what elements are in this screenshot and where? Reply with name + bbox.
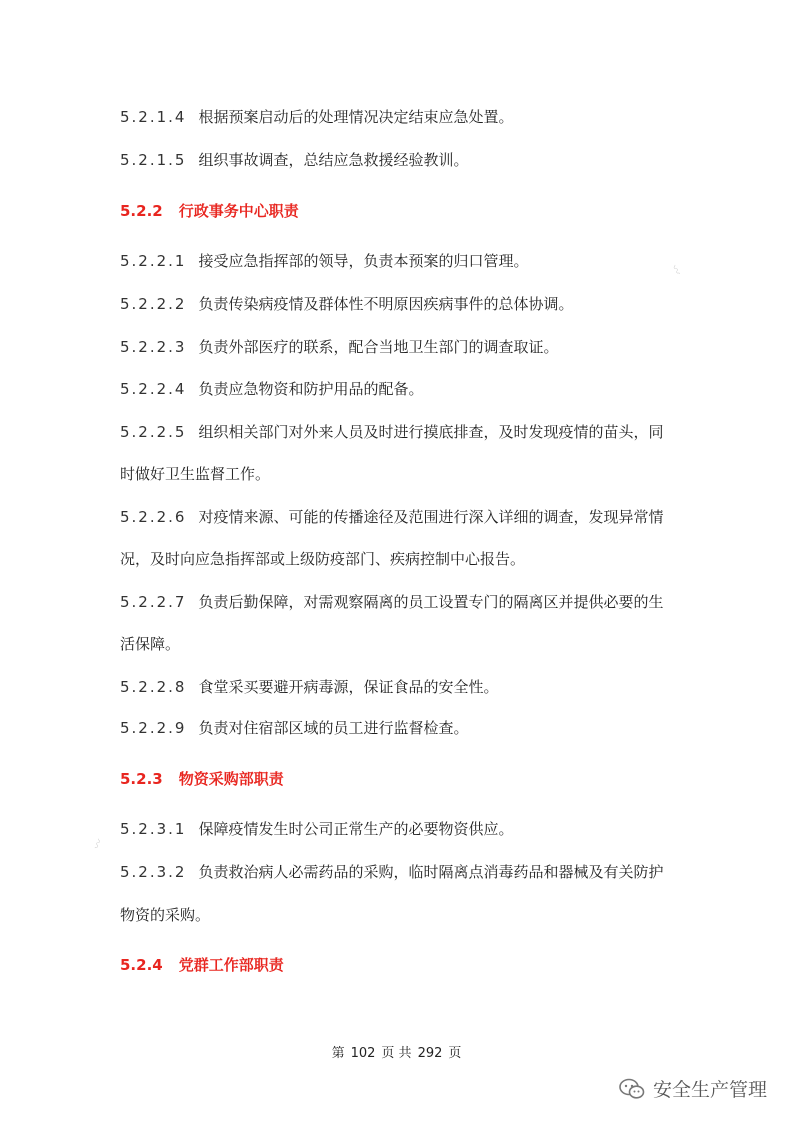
paragraph-5-2-2-5: 5.2.2.5 组织相关部门对外来人员及时进行摸底排查，及时发现疫情的苗头，同 [120,423,664,441]
paragraph-5-2-1-4: 5.2.1.4 根据预案启动后的处理情况决定结束应急处置。 [120,108,514,126]
wechat-icon [619,1078,645,1100]
paragraph-5-2-2-1: 5.2.2.1 接受应急指挥部的领导，负责本预案的归口管理。 [120,252,529,270]
paragraph-5-2-2-6: 5.2.2.6 对疫情来源、可能的传播途径及范围进行深入详细的调查，发现异常情 [120,508,664,526]
paragraph-5-2-2-9: 5.2.2.9 负责对住宿部区域的员工进行监督检查。 [120,719,469,737]
paragraph-5-2-2-7: 5.2.2.7 负责后勤保障，对需观察隔离的员工设置专门的隔离区并提供必要的生 [120,593,664,611]
paragraph-5-2-2-3: 5.2.2.3 负责外部医疗的联系，配合当地卫生部门的调查取证。 [120,338,559,356]
section-heading-5-2-4: 5.2.4 党群工作部职责 [120,956,284,974]
paragraph-5-2-3-1: 5.2.3.1 保障疫情发生时公司正常生产的必要物资供应。 [120,820,514,838]
brand-watermark [619,1075,767,1102]
paragraph-5-2-2-8: 5.2.2.8 食堂采买要避开病毒源，保证食品的安全性。 [120,678,499,696]
paragraph-5-2-2-6-continued: 况，及时向应急指挥部或上级防疫部门、疾病控制中心报告。 [120,550,526,568]
paragraph-5-2-3-2: 5.2.3.2 负责救治病人必需药品的采购，临时隔离点消毒药品和器械及有关防护 [120,863,664,881]
paragraph-5-2-3-2-continued: 物资的采购。 [120,906,211,924]
current-page-number: 102 [350,1046,376,1061]
section-heading-5-2-2: 5.2.2 行政事务中心职责 [120,202,299,220]
paragraph-5-2-2-4: 5.2.2.4 负责应急物资和防护用品的配备。 [120,380,424,398]
section-heading-5-2-3: 5.2.3 物资采购部职责 [120,770,284,788]
brand-name: 安全生产管理 [652,1079,767,1101]
paragraph-5-2-2-5-continued: 时做好卫生监督工作。 [120,465,271,483]
watermark-mark: 〰 [668,263,683,278]
paragraph-5-2-1-5: 5.2.1.5 组织事故调查，总结应急救援经验教训。 [120,151,469,169]
watermark-mark: 〰 [92,837,106,851]
page-footer: 第 102 页 共 292 页 [331,1046,462,1061]
paragraph-5-2-2-2: 5.2.2.2 负责传染病疫情及群体性不明原因疾病事件的总体协调。 [120,295,574,313]
paragraph-5-2-2-7-continued: 活保障。 [120,635,181,653]
total-page-count: 292 [417,1046,443,1061]
